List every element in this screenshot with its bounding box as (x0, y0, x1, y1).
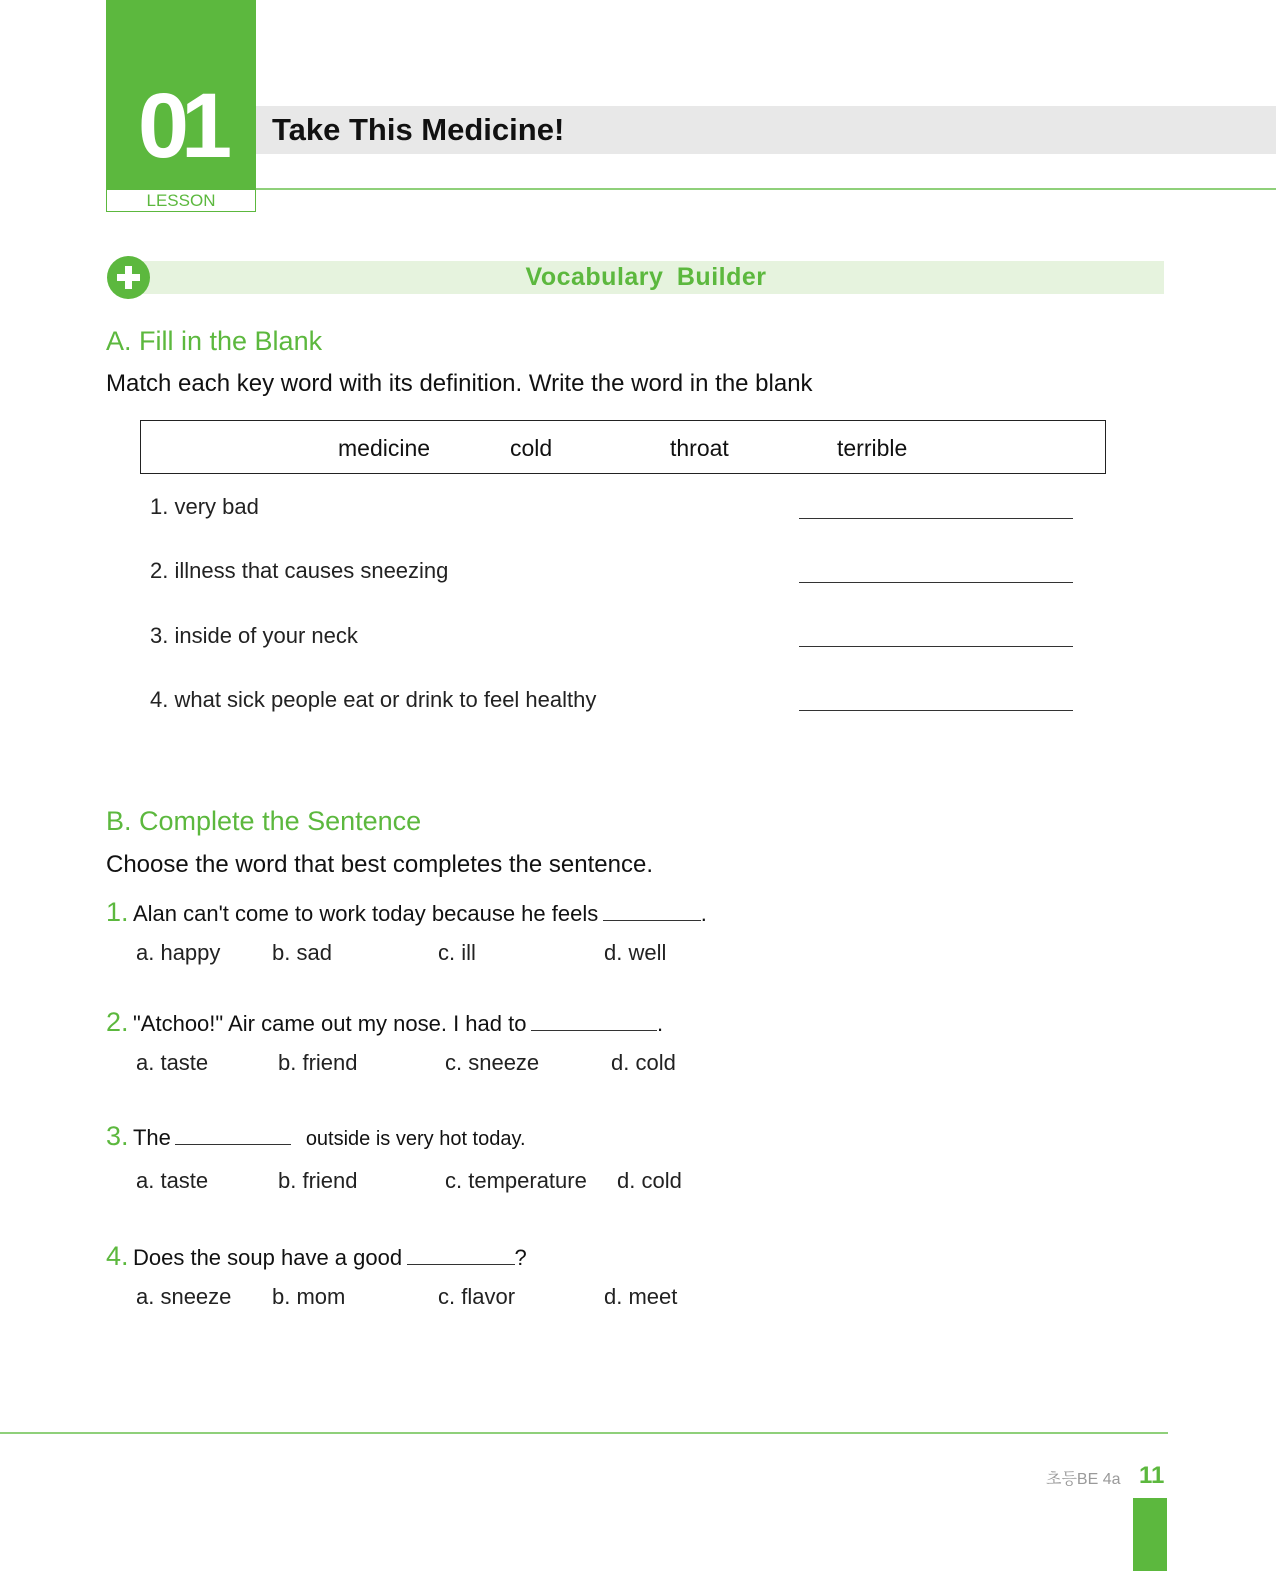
option[interactable]: d. well (604, 940, 667, 965)
option[interactable]: c. sneeze (445, 1050, 540, 1075)
lesson-badge (106, 0, 256, 212)
vocabulary-title: Vocabulary Builder (525, 263, 767, 291)
option[interactable]: b. sad (272, 940, 332, 965)
vocabulary-banner (128, 261, 1164, 294)
question-text-end: . (700, 901, 707, 926)
lesson-badge-background (106, 0, 256, 190)
word-bank-item: cold (510, 435, 553, 461)
answer-blank[interactable] (603, 900, 701, 921)
question-2 (106, 1007, 663, 1038)
question-text: Does the soup have a good (132, 1245, 403, 1270)
option[interactable]: b. mom (272, 1284, 346, 1309)
option[interactable]: b. friend (278, 1168, 358, 1193)
answer-blank[interactable] (531, 1010, 657, 1031)
option[interactable]: c. ill (438, 940, 476, 965)
question-number: 3. (106, 1121, 129, 1151)
option[interactable]: a. happy (136, 940, 221, 965)
question-text-end: . (656, 1011, 664, 1036)
definition-item: 3. inside of your neck (150, 623, 358, 648)
definition-item: 1. very bad (150, 494, 259, 519)
question-text: "Atchoo!" Air came out my nose. I had to (132, 1011, 527, 1036)
answer-blank[interactable] (799, 710, 1073, 711)
section-a-heading: A. Fill in the Blank (106, 326, 323, 356)
lesson-label-box (106, 189, 256, 212)
question-text-end: ? (514, 1245, 527, 1270)
answer-blank[interactable] (407, 1244, 515, 1265)
option[interactable]: c. temperature (445, 1168, 587, 1193)
title-band (256, 106, 1276, 154)
answer-blank[interactable] (175, 1124, 291, 1145)
question-3 (106, 1121, 526, 1152)
definition-item: 4. what sick people eat or drink to feel healthy (150, 687, 597, 712)
question-text-end: outside is very hot today. (305, 1128, 526, 1150)
option[interactable]: d. cold (611, 1050, 676, 1075)
word-bank-item: terrible (837, 435, 908, 461)
question-text: The (132, 1125, 171, 1150)
page-tab (1133, 1498, 1167, 1571)
option[interactable]: a. sneeze (136, 1284, 232, 1309)
page-number: 11 (1139, 1462, 1165, 1489)
question-text: Alan can't come to work today because he feels (132, 901, 599, 926)
question-number: 4. (106, 1241, 129, 1271)
option[interactable]: b. friend (278, 1050, 358, 1075)
word-bank-item: throat (670, 435, 729, 461)
section-b-heading: B. Complete the Sentence (106, 806, 422, 836)
answer-blank[interactable] (799, 646, 1073, 647)
option[interactable]: a. taste (136, 1168, 209, 1193)
question-4 (106, 1241, 527, 1272)
footer-divider (0, 1432, 1168, 1434)
word-bank (140, 420, 1106, 474)
option[interactable]: d. meet (604, 1284, 678, 1309)
option[interactable]: d. cold (617, 1168, 682, 1193)
definition-item: 2. illness that causes sneezing (150, 558, 449, 583)
lesson-label: LESSON (146, 191, 216, 210)
title-divider (256, 188, 1276, 190)
question-1 (106, 897, 707, 928)
section-a-instruction: Match each key word with its definition. Write the word in the blank (106, 370, 813, 397)
option[interactable]: c. flavor (438, 1284, 516, 1309)
answer-blank[interactable] (799, 518, 1073, 519)
lesson-number: 01 (137, 75, 225, 177)
lesson-title: Take This Medicine! (272, 112, 565, 147)
plus-circle-icon (107, 256, 150, 299)
option[interactable]: a. taste (136, 1050, 209, 1075)
question-number: 2. (106, 1007, 129, 1037)
book-label: 초등BE 4a (1046, 1471, 1121, 1488)
question-number: 1. (106, 897, 129, 927)
section-b-instruction: Choose the word that best completes the sentence. (106, 851, 653, 878)
word-bank-item: medicine (338, 435, 431, 461)
answer-blank[interactable] (799, 582, 1073, 583)
